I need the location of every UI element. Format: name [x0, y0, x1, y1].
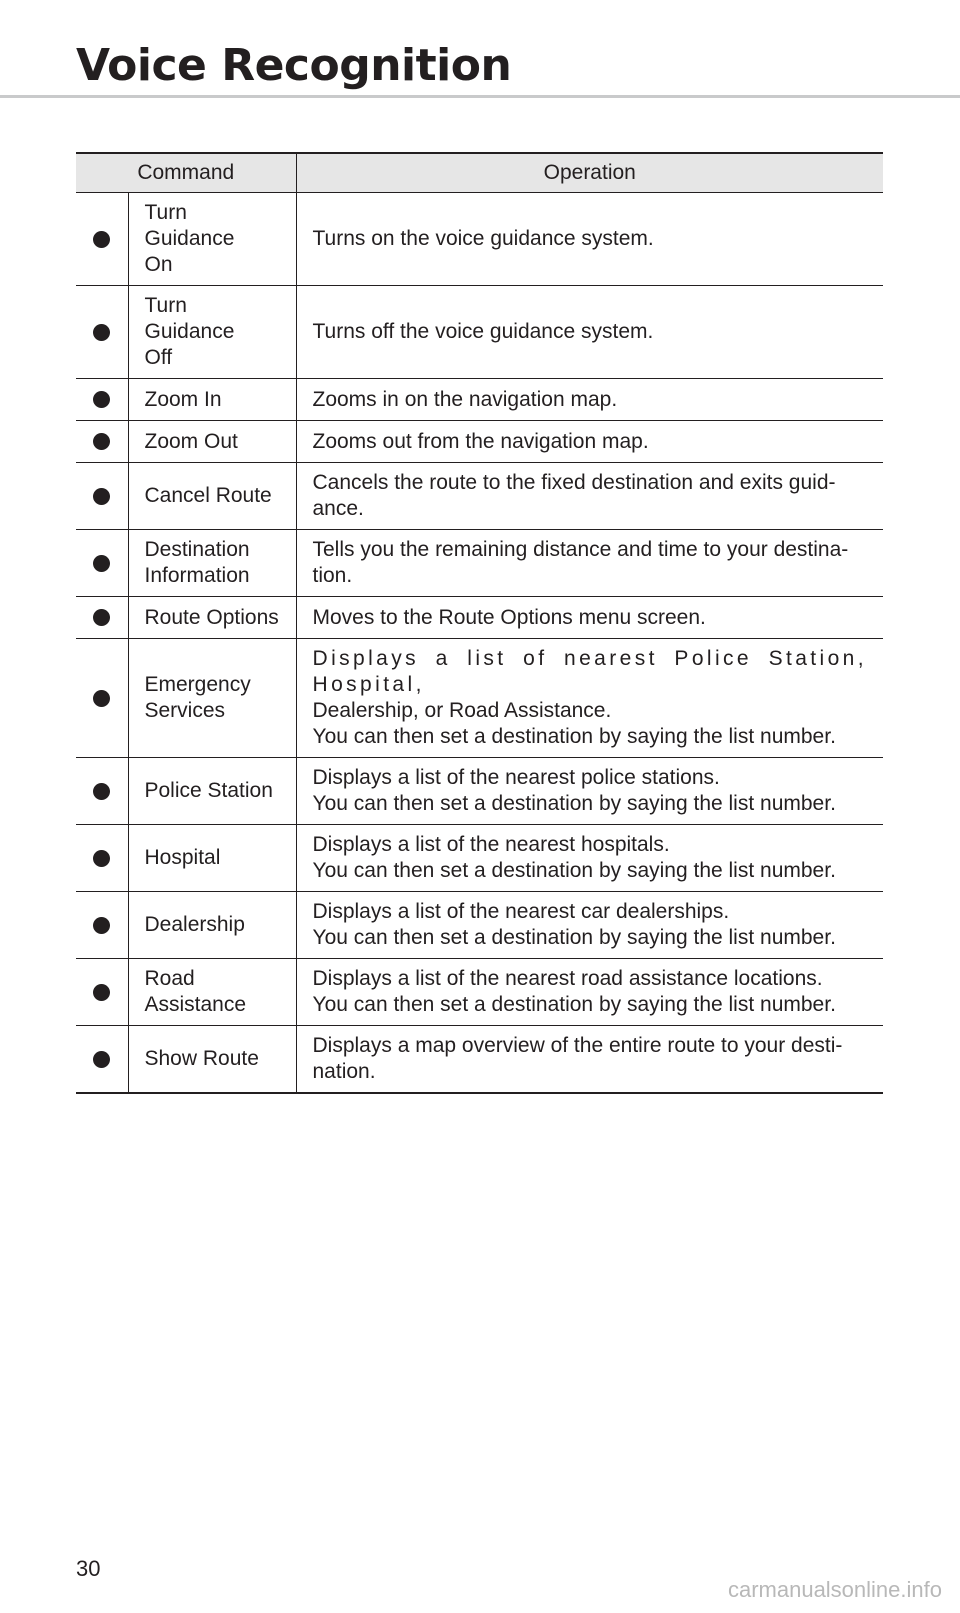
- bullet-cell: [76, 825, 128, 892]
- bullet-cell: [76, 421, 128, 463]
- command-column-header: Command: [76, 153, 296, 193]
- table-row: [76, 1026, 883, 1094]
- command-text: Services: [144, 699, 226, 722]
- table-row: [76, 530, 883, 597]
- operation-cell: [296, 758, 883, 825]
- bullet-cell: [76, 892, 128, 959]
- operation-cell: [296, 193, 883, 286]
- table-row: [76, 892, 883, 959]
- operation-text: You can then set a destination by saying the list number.: [312, 993, 836, 1016]
- bullet-icon: [93, 850, 110, 867]
- bullet-icon: [93, 433, 110, 450]
- operation-text: Displays a list of nearest Police Station, Hospital,: [312, 647, 867, 696]
- command-cell: [128, 758, 296, 825]
- table-row: [76, 959, 883, 1026]
- operation-cell: [296, 421, 883, 463]
- bullet-cell: [76, 530, 128, 597]
- operation-text: Turns off the voice guidance system.: [312, 320, 654, 343]
- command-text: Turn Guidance: [144, 201, 235, 250]
- bullet-cell: [76, 597, 128, 639]
- watermark: carmanualsonline.info: [727, 1577, 942, 1602]
- operation-text: ance.: [312, 497, 364, 520]
- command-text: Emergency: [144, 673, 251, 696]
- operation-text: Cancels the route to the fixed destination and exits guid-: [312, 471, 836, 494]
- table-row: [76, 463, 883, 530]
- operation-text: Displays a map overview of the entire route to your desti-: [312, 1034, 843, 1057]
- bullet-cell: [76, 639, 128, 758]
- command-text: Turn Guidance: [144, 294, 235, 343]
- operation-text: You can then set a destination by saying the list number.: [312, 725, 836, 748]
- voice-command-table: [76, 152, 883, 1094]
- bullet-cell: [76, 379, 128, 421]
- bullet-icon: [93, 609, 110, 626]
- table-row: [76, 421, 883, 463]
- table-row: [76, 597, 883, 639]
- bullet-cell: [76, 193, 128, 286]
- operation-text: Dealership, or Road Assistance.: [312, 699, 612, 722]
- table-row: [76, 286, 883, 379]
- operation-cell: [296, 463, 883, 530]
- bullet-icon: [93, 324, 110, 341]
- operation-cell: [296, 286, 883, 379]
- command-text: Dealership: [144, 913, 245, 936]
- operation-cell: [296, 825, 883, 892]
- operation-cell: [296, 379, 883, 421]
- bullet-icon: [93, 690, 110, 707]
- command-cell: [128, 959, 296, 1026]
- table-row: [76, 193, 883, 286]
- command-text: Show Route: [144, 1047, 259, 1070]
- command-cell: [128, 597, 296, 639]
- operation-cell: [296, 597, 883, 639]
- bullet-icon: [93, 488, 110, 505]
- page-title: Voice Recognition: [76, 40, 512, 91]
- operation-cell: [296, 959, 883, 1026]
- bullet-icon: [93, 555, 110, 572]
- bullet-cell: [76, 286, 128, 379]
- bullet-icon: [93, 391, 110, 408]
- operation-cell: [296, 892, 883, 959]
- command-cell: [128, 193, 296, 286]
- bullet-icon: [93, 783, 110, 800]
- command-cell: [128, 825, 296, 892]
- command-text: Police Station: [144, 779, 273, 802]
- title-divider: [0, 95, 960, 98]
- bullet-cell: [76, 1026, 128, 1094]
- bullet-icon: [93, 984, 110, 1001]
- page-number: 30: [76, 1556, 101, 1581]
- command-cell: [128, 421, 296, 463]
- bullet-cell: [76, 959, 128, 1026]
- command-cell: [128, 286, 296, 379]
- operation-cell: [296, 530, 883, 597]
- table-header-row: [76, 153, 883, 193]
- operation-text: Displays a list of the nearest police stations.: [312, 766, 720, 789]
- command-text: Route Options: [144, 605, 279, 629]
- command-cell: [128, 892, 296, 959]
- operation-text: nation.: [312, 1060, 376, 1083]
- bullet-icon: [93, 917, 110, 934]
- bullet-cell: [76, 463, 128, 530]
- command-text: Assistance: [144, 993, 247, 1016]
- command-text: Cancel Route: [144, 484, 272, 507]
- command-cell: [128, 379, 296, 421]
- operation-text: You can then set a destination by saying the list number.: [312, 792, 836, 815]
- operation-text: Moves to the Route Options menu screen.: [312, 605, 706, 629]
- operation-text: Displays a list of the nearest road assistance locations.: [312, 967, 823, 990]
- operation-text: Displays a list of the nearest hospitals.: [312, 833, 670, 856]
- operation-text: Zooms out from the navigation map.: [312, 429, 649, 453]
- operation-text: Tells you the remaining distance and time to your destina-: [312, 538, 849, 561]
- table-row: [76, 758, 883, 825]
- command-text: Hospital: [144, 846, 221, 869]
- operation-text: Turns on the voice guidance system.: [312, 227, 654, 250]
- operation-cell: [296, 1026, 883, 1094]
- operation-text: You can then set a destination by saying the list number.: [312, 859, 836, 882]
- command-text: Information: [144, 564, 250, 587]
- command-text: Zoom Out: [144, 429, 238, 453]
- command-text: Destination: [144, 538, 250, 561]
- bullet-icon: [93, 1051, 110, 1068]
- command-text: On: [144, 253, 173, 276]
- operation-text: tion.: [312, 564, 353, 587]
- command-cell: [128, 463, 296, 530]
- operation-text: Zooms in on the navigation map.: [312, 387, 618, 411]
- bullet-cell: [76, 758, 128, 825]
- command-cell: [128, 530, 296, 597]
- bullet-icon: [93, 231, 110, 248]
- command-cell: [128, 639, 296, 758]
- operation-cell: [296, 639, 883, 758]
- command-cell: [128, 1026, 296, 1094]
- operation-text: Displays a list of the nearest car dealerships.: [312, 900, 730, 923]
- table-row: [76, 639, 883, 758]
- operation-column-header: Operation: [296, 153, 883, 193]
- command-text: Off: [144, 346, 173, 369]
- operation-text: You can then set a destination by saying the list number.: [312, 926, 836, 949]
- command-text: Road: [144, 967, 195, 990]
- table-row: [76, 825, 883, 892]
- table-row: [76, 379, 883, 421]
- command-text: Zoom In: [144, 387, 222, 411]
